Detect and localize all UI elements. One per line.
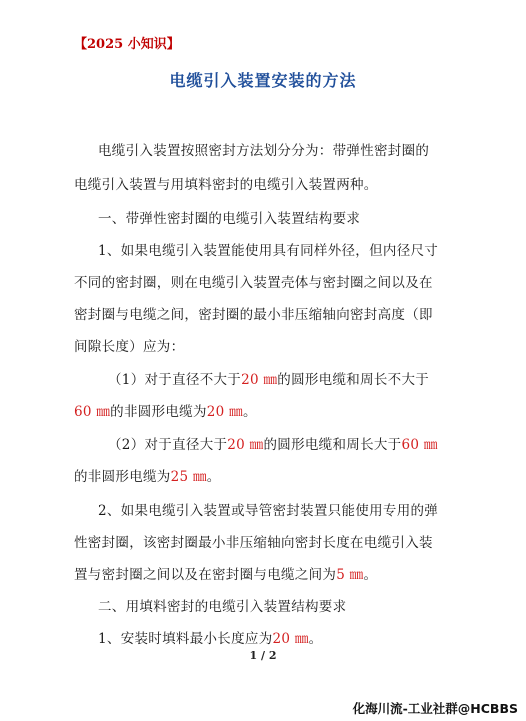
paragraph-line: 电缆引入装置按照密封方法划分分为：带弹性密封圈的 (98, 143, 430, 159)
text-span: 的圆形电缆和周长不大于 (277, 372, 430, 388)
value-highlight: 60 ㎜ (401, 437, 438, 453)
value-highlight: 20 ㎜ (206, 404, 243, 420)
list-item-line (74, 465, 221, 485)
text-span: 。 (363, 567, 378, 583)
value-highlight: 25 ㎜ (170, 469, 207, 485)
paragraph-line: 不同的密封圈，则在电缆引入装置壳体与密封圈之间以及在 (74, 275, 433, 291)
text-span: 的非圆形电缆为 (74, 469, 171, 485)
list-item-line (108, 368, 429, 388)
page-number: 1 / 2 (249, 649, 277, 662)
paragraph-line: 性密封圈，该密封圈最小非压缩轴向密封长度在电缆引入装 (74, 535, 433, 551)
text-span: 1、安装时填料最小长度应为 (98, 631, 273, 647)
page-title: 电缆引入装置安装的方法 (169, 71, 357, 90)
text-span: （1）对于直径不大于 (108, 372, 242, 388)
value-highlight: 20 ㎜ (272, 631, 309, 647)
value-highlight: 5 ㎜ (336, 567, 364, 583)
paragraph-line: 电缆引入装置与用填料密封的电缆引入装置两种。 (74, 177, 378, 193)
list-item-line (74, 400, 257, 420)
paragraph-line: 1、如果电缆引入装置能使用具有同样外径，但内径尺寸 (98, 243, 439, 259)
value-highlight: 20 ㎜ (227, 437, 264, 453)
text-span: 的非圆形电缆为 (110, 404, 207, 420)
list-item-line (108, 433, 438, 453)
section-heading: 一、带弹性密封圈的电缆引入装置结构要求 (98, 211, 361, 227)
text-span: 置与密封圈之间以及在密封圈与电缆之间为 (74, 567, 337, 583)
text-span: 。 (242, 404, 257, 420)
value-highlight: 20 ㎜ (241, 372, 278, 388)
paragraph-line (74, 563, 377, 583)
section-heading: 二、用填料密封的电缆引入装置结构要求 (98, 599, 347, 615)
value-highlight: 60 ㎜ (74, 404, 111, 420)
text-span: （2）对于直径大于 (108, 437, 228, 453)
text-span: 。 (308, 631, 323, 647)
paragraph-line: 间隙长度）应为： (74, 339, 185, 355)
paragraph-line: 2、如果电缆引入装置或导管密封装置只能使用专用的弹 (98, 503, 439, 519)
paragraph-line: 密封圈与电缆之间，密封圈的最小非压缩轴向密封高度（即 (74, 307, 433, 323)
text-span: 的圆形电缆和周长大于 (263, 437, 402, 453)
text-span: 。 (206, 469, 221, 485)
tag-label: 【2025 小知识】 (74, 37, 180, 52)
paragraph-line (98, 627, 322, 647)
watermark: 化海川流-工业社群@HCBBS (352, 701, 518, 716)
